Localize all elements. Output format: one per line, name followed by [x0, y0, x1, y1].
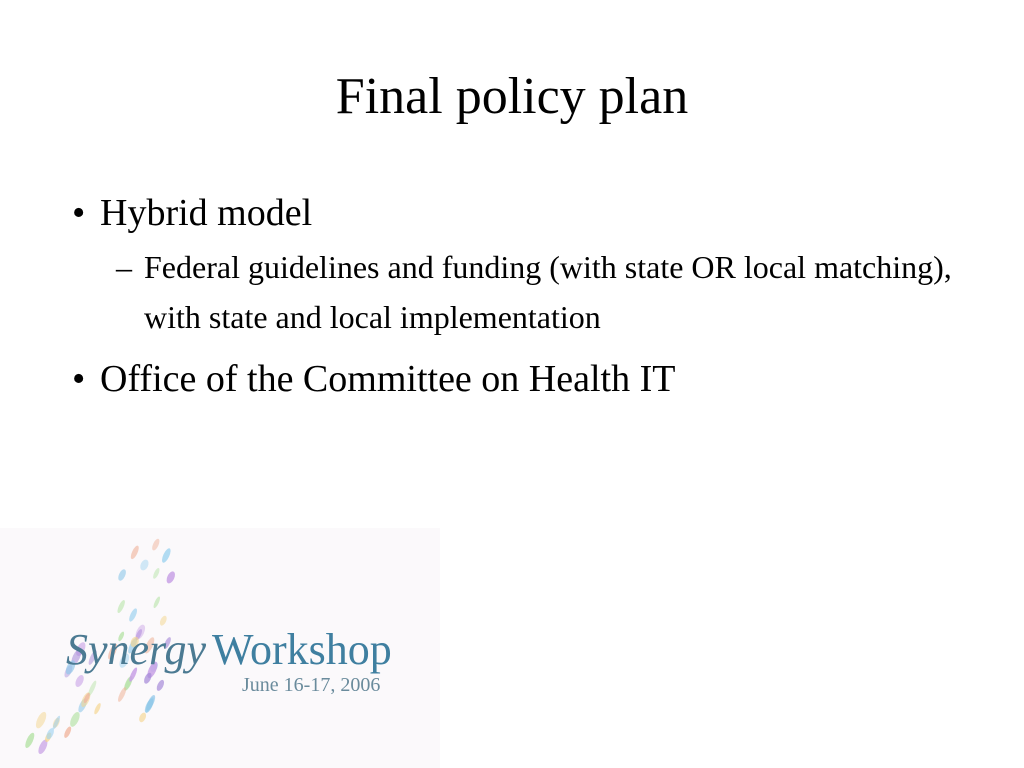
- bullet-item: [72, 188, 972, 238]
- confetti-dot: [165, 570, 177, 585]
- slide-title: Final policy plan: [335, 68, 689, 125]
- confetti-dot: [116, 599, 126, 614]
- bullet-text: Hybrid model: [100, 192, 313, 234]
- confetti-dot: [23, 732, 36, 750]
- confetti-dot: [152, 567, 161, 579]
- confetti-dot: [160, 547, 172, 564]
- confetti-dot: [34, 710, 49, 729]
- slide-content: [72, 188, 972, 404]
- confetti-dot: [152, 596, 161, 609]
- confetti-dot: [68, 711, 81, 729]
- confetti-dot: [63, 726, 73, 739]
- logo-synergy-text: Synergy: [66, 625, 207, 674]
- confetti-dot: [116, 686, 127, 703]
- confetti-dot: [139, 558, 151, 571]
- confetti-dot: [138, 712, 148, 724]
- bullet-item: [72, 354, 972, 404]
- sub-bullet-marker: –: [116, 249, 132, 285]
- confetti-dot: [93, 702, 102, 715]
- bullet-text: Office of the Committee on Health IT: [100, 358, 676, 400]
- bullet-marker: •: [72, 358, 86, 400]
- confetti-dot: [117, 568, 128, 582]
- confetti-dot: [51, 715, 61, 730]
- sub-bullet-item: [72, 242, 974, 342]
- bullet-marker: •: [72, 192, 86, 234]
- confetti-dot: [155, 679, 165, 692]
- confetti-dot: [151, 538, 161, 552]
- logo-workshop-text: Workshop: [212, 625, 392, 674]
- confetti-dot: [129, 545, 140, 561]
- logo-date-text: June 16-17, 2006: [242, 674, 381, 696]
- confetti-dot: [128, 607, 139, 622]
- sub-bullet-text: Federal guidelines and funding (with state OR local matching), with state and local implementation: [144, 249, 952, 335]
